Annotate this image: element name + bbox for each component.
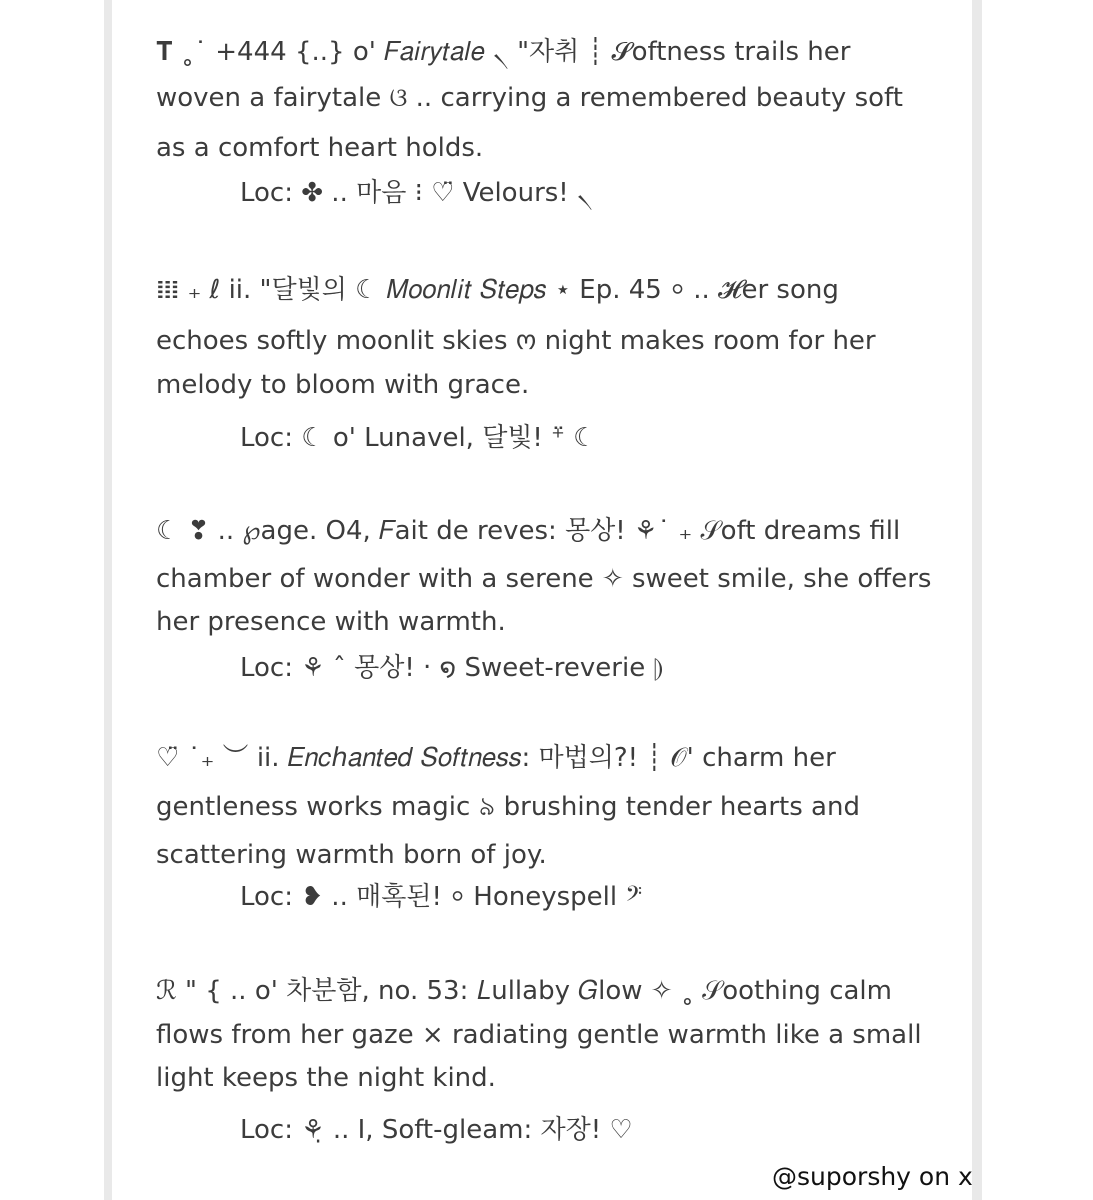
page-frame-right [972, 0, 982, 1200]
page-frame-left [104, 0, 112, 1200]
entry-4-line-1: ♡̈ ˙₊ ︶ ii. 𝐸𝑛𝑐ℎ𝑎𝑛𝑡𝑒𝑑 𝑆𝑜𝑓𝑡𝑛𝑒𝑠𝑠: 마법의?! ┊ 𝒪' charm her [156, 743, 836, 773]
entry-2-line-1: 𝍖 ₊ ℓ ii. "달빛의 ☾ 𝑀𝑜𝑜𝑛𝑙𝑖𝑡 𝑆𝑡𝑒𝑝𝑠 ⋆ Ep. 45 ⸰ .. 𝓗er song [156, 275, 839, 305]
entry-1-line-2: woven a fairytale ଓ .. carrying a remembered beauty soft [156, 83, 903, 113]
entry-3-line-1: ☾ ❣ .. ℘age. O4, 𝐹ait de reves: 몽상! ⚘˙ ₊ 𝒮oft dreams fill [156, 516, 901, 546]
entry-5-line-1: ℛ " { .. o' 차분함, no. 53: 𝐿ullaby 𝐺low ✧ ˳ 𝒮oothing calm [156, 976, 892, 1006]
entry-5-loc: Loc: ⚘̣ .. I, Soft-gleam: 자장! ♡ [240, 1115, 633, 1145]
entry-3-loc: Loc: ⚘ ˆ 몽상! ‧ ໑ Sweet-reverie ⦈ [240, 653, 664, 683]
entry-4-line-2: gentleness works magic ৯ brushing tender hearts and [156, 792, 860, 822]
entry-4-line-3: scattering warmth born of joy. [156, 840, 547, 870]
entry-1-loc: Loc: ✤ .. 마음 ⁝ ♡̈ Velours! ৲ [240, 178, 593, 208]
entry-2-line-3: melody to bloom with grace. [156, 370, 530, 400]
entry-2-loc: Loc: ☾ o' Lunavel, 달빛! ⁺̈ ☾ [240, 423, 597, 453]
entry-1-line-3: as a comfort heart holds. [156, 133, 484, 163]
entry-3-line-2: chamber of wonder with a serene ✧ sweet smile, she offers [156, 564, 932, 594]
entry-3-line-3: her presence with warmth. [156, 607, 506, 637]
entry-5-line-3: light keeps the night kind. [156, 1063, 496, 1093]
entry-1-line-1: 𝚻 ˳˙ +444 {..} o' 𝐹𝑎𝑖𝑟𝑦𝑡𝑎𝑙𝑒 ৲ "자취 ┊ 𝓢oftness trails her [156, 37, 851, 67]
entry-4-loc: Loc: ❥ .. 매혹된! ⸰ Honeyspell 𝄢 [240, 882, 643, 912]
watermark: @suporshy on x [772, 1162, 973, 1191]
entry-2-line-2: echoes softly moonlit skies ო night makes room for her [156, 326, 876, 356]
entry-5-line-2: flows from her gaze × radiating gentle warmth like a small [156, 1020, 922, 1050]
